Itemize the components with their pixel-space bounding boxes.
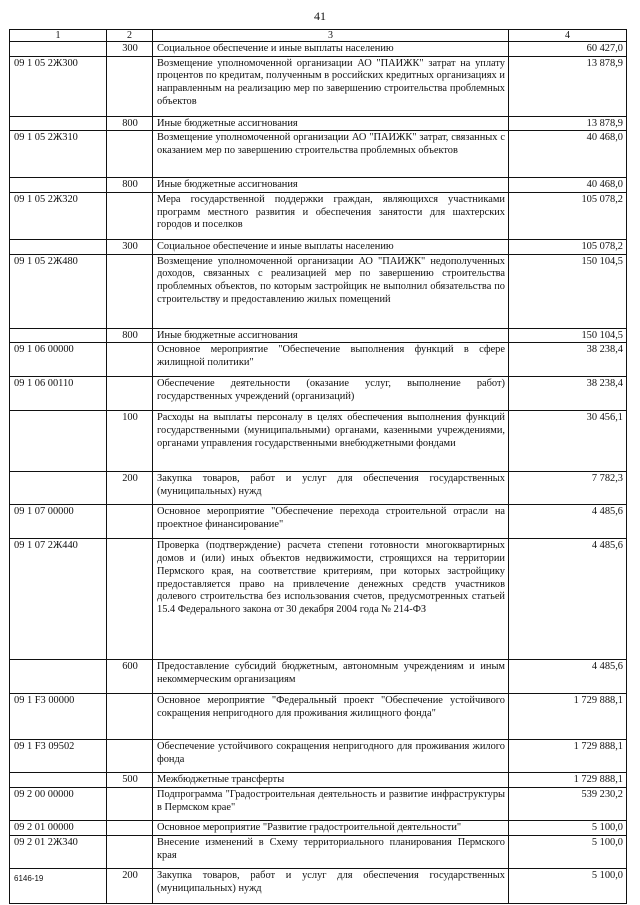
row-expense-type	[107, 539, 153, 660]
table-row	[10, 539, 627, 660]
row-name: Закупка товаров, работ и услуг для обеспечения государственных (муниципальных) нужд	[153, 472, 509, 505]
row-expense-type	[107, 377, 153, 411]
row-name: Внесение изменений в Схему территориального планирования Пермского края	[153, 835, 509, 868]
row-code	[10, 240, 107, 255]
row-name: Закупка товаров, работ и услуг для обеспечения государственных (муниципальных) нужд	[153, 868, 509, 903]
row-code: 09 1 05 2Ж300	[10, 56, 107, 116]
row-name: Мера государственной поддержки граждан, являющихся участниками программ местного развития и обеспечения занятости для шахтерских городов и поселков	[153, 193, 509, 240]
row-expense-type: 200	[107, 472, 153, 505]
header-col-2: 2	[107, 30, 153, 42]
row-name: Иные бюджетные ассигнования	[153, 116, 509, 131]
row-code	[10, 42, 107, 57]
row-expense-type: 500	[107, 773, 153, 788]
table-row	[10, 328, 627, 343]
table-row	[10, 240, 627, 255]
row-name: Возмещение уполномоченной организации АО "ПАИЖК" затрат, связанных с оказанием мер по завершению строительства проблемных объектов	[153, 131, 509, 178]
row-expense-type: 800	[107, 178, 153, 193]
row-code: 09 1 06 00110	[10, 377, 107, 411]
row-code: 09 1 F3 00000	[10, 694, 107, 740]
row-expense-type	[107, 254, 153, 328]
row-name: Обеспечение деятельности (оказание услуг, выполнение работ) государственных учреждений (организаций)	[153, 377, 509, 411]
row-amount: 4 485,6	[509, 539, 627, 660]
header-col-4: 4	[509, 30, 627, 42]
row-code: 09 1 06 00000	[10, 343, 107, 377]
header-row	[10, 30, 627, 42]
row-code: 09 1 05 2Ж320	[10, 193, 107, 240]
row-expense-type	[107, 56, 153, 116]
header-col-1: 1	[10, 30, 107, 42]
row-amount: 60 427,0	[509, 42, 627, 57]
row-code: 09 2 01 00000	[10, 821, 107, 836]
row-code: 09 1 07 00000	[10, 505, 107, 539]
row-expense-type: 300	[107, 240, 153, 255]
row-amount: 40 468,0	[509, 178, 627, 193]
row-amount: 1 729 888,1	[509, 773, 627, 788]
table-row	[10, 773, 627, 788]
row-code	[10, 178, 107, 193]
row-code: 09 1 07 2Ж440	[10, 539, 107, 660]
row-amount: 4 485,6	[509, 660, 627, 694]
row-amount: 150 104,5	[509, 254, 627, 328]
row-expense-type	[107, 131, 153, 178]
document-code: 6146-19	[14, 874, 44, 883]
row-name: Предоставление субсидий бюджетным, автономным учреждениям и иным некоммерческим организациям	[153, 660, 509, 694]
row-name: Социальное обеспечение и иные выплаты населению	[153, 240, 509, 255]
row-amount: 4 485,6	[509, 505, 627, 539]
row-amount: 5 100,0	[509, 821, 627, 836]
row-amount: 30 456,1	[509, 411, 627, 472]
table-row	[10, 472, 627, 505]
row-amount: 13 878,9	[509, 56, 627, 116]
row-name: Межбюджетные трансферты	[153, 773, 509, 788]
row-code	[10, 116, 107, 131]
row-code	[10, 328, 107, 343]
row-amount: 5 100,0	[509, 835, 627, 868]
row-name: Социальное обеспечение и иные выплаты населению	[153, 42, 509, 57]
row-amount: 1 729 888,1	[509, 740, 627, 773]
row-expense-type: 300	[107, 42, 153, 57]
row-code: 09 1 05 2Ж480	[10, 254, 107, 328]
budget-table	[9, 29, 627, 904]
table-row	[10, 788, 627, 821]
table-row	[10, 505, 627, 539]
table-row	[10, 116, 627, 131]
row-amount: 7 782,3	[509, 472, 627, 505]
table-body	[10, 42, 627, 904]
row-code	[10, 411, 107, 472]
row-expense-type: 600	[107, 660, 153, 694]
row-amount: 105 078,2	[509, 193, 627, 240]
row-code: 09 2 01 2Ж340	[10, 835, 107, 868]
table-row	[10, 868, 627, 903]
table-row	[10, 131, 627, 178]
row-code: 09 1 05 2Ж310	[10, 131, 107, 178]
row-amount: 105 078,2	[509, 240, 627, 255]
row-amount: 38 238,4	[509, 377, 627, 411]
table-row	[10, 821, 627, 836]
row-name: Основное мероприятие "Обеспечение выполнения функций в сфере жилищной политики"	[153, 343, 509, 377]
table-row	[10, 254, 627, 328]
row-name: Подпрограмма "Градостроительная деятельность и развитие инфраструктуры в Пермском крае"	[153, 788, 509, 821]
row-expense-type	[107, 835, 153, 868]
row-name: Обеспечение устойчивого сокращения непригодного для проживания жилого фонда	[153, 740, 509, 773]
row-name: Расходы на выплаты персоналу в целях обеспечения выполнения функций государственными (муниципальными) органами, казенными учреждениями, органами управления государственными внебюджетными фондами	[153, 411, 509, 472]
row-expense-type	[107, 788, 153, 821]
row-code	[10, 472, 107, 505]
row-code: 09 2 00 00000	[10, 788, 107, 821]
row-name: Возмещение уполномоченной организации АО "ПАИЖК" недополученных доходов, связанных с реализацией мер по завершению строительства проблемных объектов, по которым застройщик не выполнил обязательства по строительству и предоставлению жилых помещений	[153, 254, 509, 328]
row-code	[10, 773, 107, 788]
page-number: 41	[314, 9, 326, 23]
row-expense-type	[107, 343, 153, 377]
row-code	[10, 660, 107, 694]
row-expense-type	[107, 821, 153, 836]
row-name: Основное мероприятие "Федеральный проект "Обеспечение устойчивого сокращения непригодного для проживания жилищного фонда"	[153, 694, 509, 740]
row-expense-type	[107, 740, 153, 773]
row-name: Возмещение уполномоченной организации АО "ПАИЖК" затрат на уплату процентов по кредитам, полученным в российских кредитных организациях и направленным на реализацию мер по завершению строительства проблемных объектов	[153, 56, 509, 116]
row-amount: 1 729 888,1	[509, 694, 627, 740]
row-name: Иные бюджетные ассигнования	[153, 178, 509, 193]
row-expense-type	[107, 505, 153, 539]
header-col-3: 3	[153, 30, 509, 42]
row-amount: 5 100,0	[509, 868, 627, 903]
row-name: Основное мероприятие "Развитие градостроительной деятельности"	[153, 821, 509, 836]
table-row	[10, 835, 627, 868]
table-row	[10, 694, 627, 740]
table-row	[10, 740, 627, 773]
row-name: Иные бюджетные ассигнования	[153, 328, 509, 343]
table-row	[10, 343, 627, 377]
table-row	[10, 193, 627, 240]
row-amount: 150 104,5	[509, 328, 627, 343]
row-expense-type	[107, 694, 153, 740]
table-row	[10, 56, 627, 116]
row-name: Проверка (подтверждение) расчета степени готовности многоквартирных домов и (или) иных объектов недвижимости, строящихся на территории Пермского края, на соответствие критериям, при которых застройщику предоставляется право на привлечение денежных средств участников долевого строительства без использования счетов, предусмотренных статьей 15.4 Федерального закона от 30 декабря 2004 года № 214-ФЗ	[153, 539, 509, 660]
table-row	[10, 377, 627, 411]
row-amount: 38 238,4	[509, 343, 627, 377]
row-expense-type: 100	[107, 411, 153, 472]
table-row	[10, 178, 627, 193]
row-name: Основное мероприятие "Обеспечение перехода строительной отрасли на проектное финансирование"	[153, 505, 509, 539]
row-code: 09 1 F3 09502	[10, 740, 107, 773]
row-amount: 13 878,9	[509, 116, 627, 131]
row-expense-type: 800	[107, 116, 153, 131]
row-expense-type: 200	[107, 868, 153, 903]
row-expense-type	[107, 193, 153, 240]
table-row	[10, 660, 627, 694]
row-amount: 40 468,0	[509, 131, 627, 178]
row-amount: 539 230,2	[509, 788, 627, 821]
table-row	[10, 42, 627, 57]
table-row	[10, 411, 627, 472]
row-expense-type: 800	[107, 328, 153, 343]
